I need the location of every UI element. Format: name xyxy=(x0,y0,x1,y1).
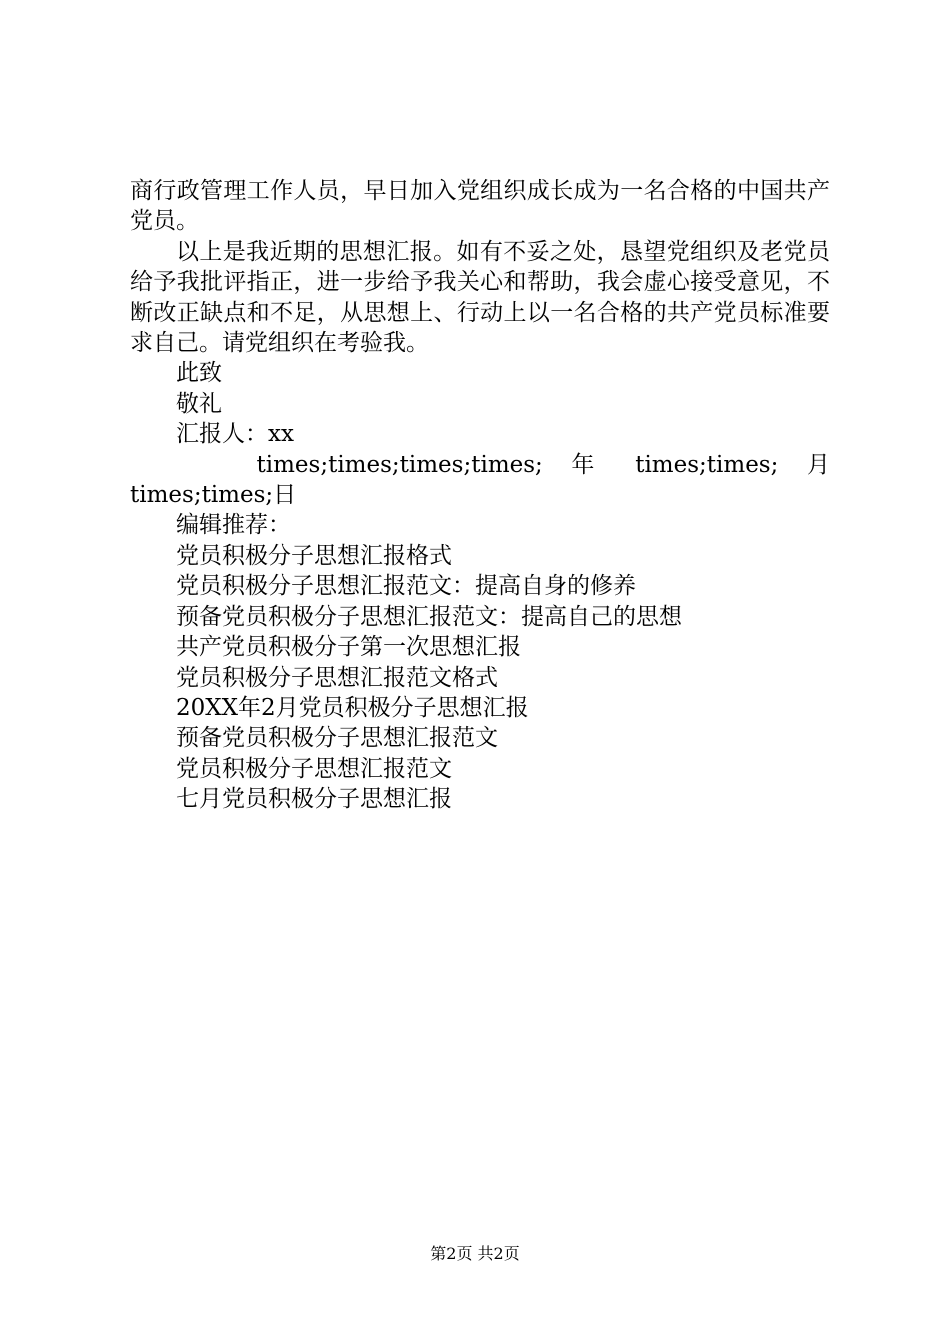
recommendation-link[interactable]: 党员积极分子思想汇报范文：提高自身的修养 xyxy=(176,573,636,600)
recommendation-link[interactable]: 党员积极分子思想汇报范文 xyxy=(176,755,452,782)
recommendation-link[interactable]: 预备党员积极分子思想汇报范文 xyxy=(176,725,498,752)
page-footer xyxy=(0,1244,950,1264)
recommendation-link[interactable]: 20XX年2月党员积极分子思想汇报 xyxy=(176,694,529,721)
closing-salutation: 此致 xyxy=(176,360,222,387)
closing-regards: 敬礼 xyxy=(176,390,222,417)
recommendation-link[interactable]: 预备党员积极分子思想汇报范文：提高自己的思想 xyxy=(176,603,682,630)
recommendation-link[interactable]: 党员积极分子思想汇报格式 xyxy=(176,542,452,569)
recommendation-list xyxy=(130,541,830,815)
page-number-indicator: 第2页 共2页 xyxy=(430,1244,520,1263)
reporter-signature: 汇报人：xx xyxy=(176,421,294,448)
editor-recommendation-label: 编辑推荐： xyxy=(176,512,291,539)
paragraph-continuation: 商行政管理工作人员，早日加入党组织成长成为一名合格的中国共产党员。 xyxy=(130,178,830,235)
recommendation-link[interactable]: 共产党员积极分子第一次思想汇报 xyxy=(176,634,521,661)
recommendation-link[interactable]: 七月党员积极分子思想汇报 xyxy=(176,786,452,813)
paragraph-summary: 以上是我近期的思想汇报。如有不妥之处，恳望党组织及老党员给予我批评指正，进一步给予我关心和帮助，我会虚心接受意见，不断改正缺点和不足，从思想上、行动上以一名合格的共产党员标准要求自己。请党组织在考验我。 xyxy=(130,238,830,357)
recommendation-link[interactable]: 党员积极分子思想汇报范文格式 xyxy=(176,664,498,691)
report-date: times;times;times;times; 年 times;times; 月 times;times;日 xyxy=(130,451,830,509)
document-body xyxy=(130,176,830,815)
